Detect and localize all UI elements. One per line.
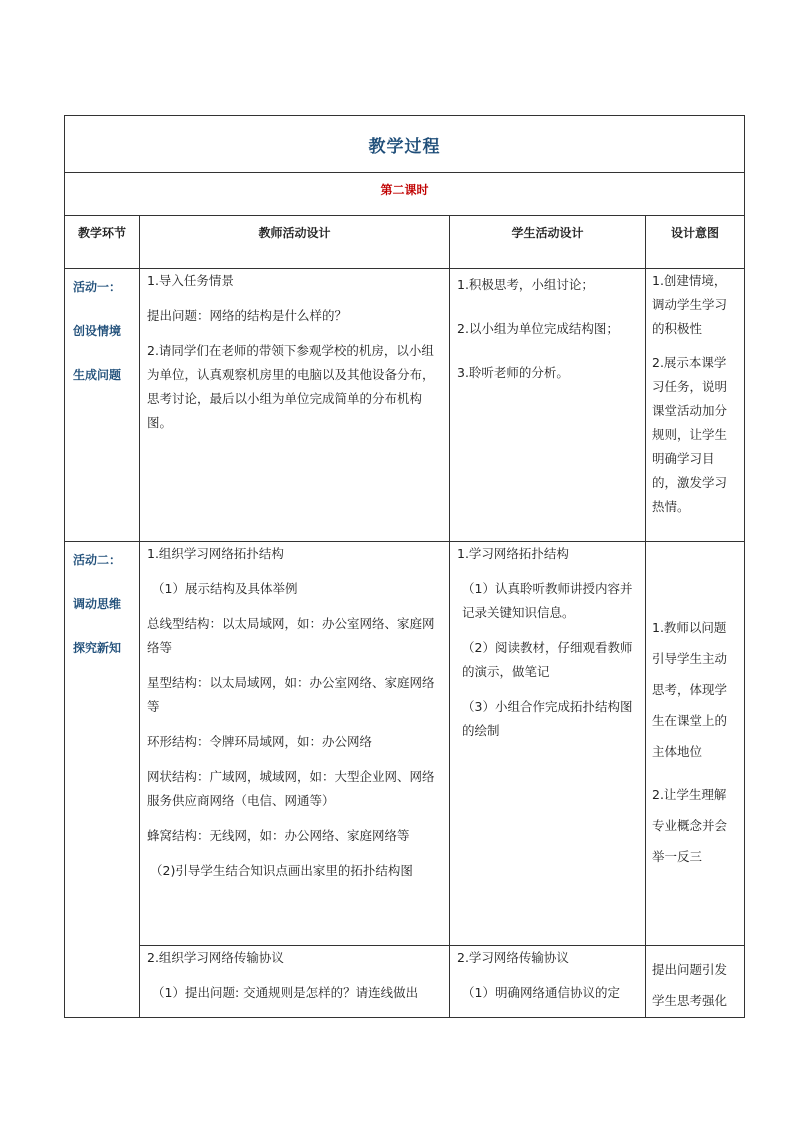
student-cell bbox=[450, 269, 646, 542]
header-teacher: 教师活动设计 bbox=[258, 226, 331, 240]
teacher-text: 总线型结构：以太局域网，如：办公室网络、家庭网络等 bbox=[147, 616, 435, 655]
intent-text: 2.展示本课学习任务，说明课堂活动加分规则，让学生明确学习目的，激发学习热情。 bbox=[652, 355, 728, 514]
stage-line: 创设情境 bbox=[73, 324, 122, 338]
student-text: 2.学习网络传输协议 bbox=[457, 950, 569, 965]
stage-cell bbox=[65, 542, 140, 1018]
header-intent: 设计意图 bbox=[670, 226, 719, 240]
teacher-text: 星型结构：以太局域网，如：办公室网络、家庭网络等 bbox=[147, 675, 435, 714]
student-cell bbox=[450, 946, 646, 1018]
table-row bbox=[65, 269, 745, 542]
teacher-text: 2.组织学习网络传输协议 bbox=[147, 950, 284, 965]
teacher-text: 提出问题：网络的结构是什么样的？ bbox=[147, 308, 348, 323]
teacher-text: （2)引导学生结合知识点画出家里的拓扑结构图 bbox=[150, 863, 413, 878]
stage-line: 探究新知 bbox=[73, 641, 122, 655]
lesson-label: 第二课时 bbox=[380, 183, 429, 197]
header-stage: 教学环节 bbox=[77, 226, 126, 240]
stage-line: 活动二： bbox=[73, 553, 122, 567]
stage-line: 活动一： bbox=[73, 280, 122, 294]
intent-cell bbox=[646, 269, 745, 542]
teacher-text: 环形结构：令牌环局域网，如：办公网络 bbox=[147, 734, 373, 749]
table-row bbox=[65, 946, 745, 1018]
intent-cell bbox=[646, 542, 745, 946]
teacher-text: （1）展示结构及具体举例 bbox=[152, 581, 298, 596]
teacher-text: 蜂窝结构：无线网，如：办公网络、家庭网络等 bbox=[147, 828, 410, 843]
student-cell bbox=[450, 542, 646, 946]
stage-line: 生成问题 bbox=[73, 368, 122, 382]
page-title: 教学过程 bbox=[368, 136, 441, 157]
student-text: （3）小组合作完成拓扑结构图的绘制 bbox=[462, 699, 633, 738]
lesson-cell bbox=[65, 173, 745, 216]
teacher-text: 网状结构：广域网，城域网，如：大型企业网、网络服务供应商网络（电信、网通等） bbox=[147, 769, 435, 808]
teacher-text: 2.请同学们在老师的带领下参观学校的机房，以小组为单位，认真观察机房里的电脑以及其他设备分布，思考讨论，最后以小组为单位完成简单的分布机构图。 bbox=[147, 343, 435, 430]
intent-text: 提出问题引发学生思考强化 bbox=[652, 962, 728, 1008]
teacher-cell bbox=[140, 269, 450, 542]
teacher-text: 1.导入任务情景 bbox=[147, 273, 234, 288]
teacher-cell bbox=[140, 542, 450, 946]
lesson-plan-table bbox=[64, 115, 745, 1018]
student-text: 1.积极思考，小组讨论； bbox=[457, 277, 594, 292]
intent-cell bbox=[646, 946, 745, 1018]
intent-text: 1.创建情境，调动学生学习的积极性 bbox=[652, 273, 728, 336]
student-text: 2.以小组为单位完成结构图； bbox=[457, 321, 619, 336]
teacher-text: 1.组织学习网络拓扑结构 bbox=[147, 546, 284, 561]
student-text: （1）明确网络通信协议的定 bbox=[462, 985, 620, 1000]
header-student: 学生活动设计 bbox=[511, 226, 584, 240]
header-row bbox=[65, 216, 745, 269]
student-text: （2）阅读教材，仔细观看教师的演示，做笔记 bbox=[462, 640, 633, 679]
student-text: 1.学习网络拓扑结构 bbox=[457, 546, 569, 561]
student-text: （1）认真聆听教师讲授内容并记录关键知识信息。 bbox=[462, 581, 633, 620]
student-text: 3.聆听老师的分析。 bbox=[457, 365, 569, 380]
stage-cell bbox=[65, 269, 140, 542]
teacher-text: （1）提出问题: 交通规则是怎样的？请连线做出 bbox=[152, 985, 419, 1000]
intent-text: 2.让学生理解专业概念并会举一反三 bbox=[652, 787, 728, 864]
teacher-cell bbox=[140, 946, 450, 1018]
title-cell bbox=[65, 116, 745, 173]
table-row bbox=[65, 542, 745, 946]
intent-text: 1.教师以问题引导学生主动思考，体现学生在课堂上的主体地位 bbox=[652, 620, 728, 759]
stage-line: 调动思维 bbox=[73, 597, 122, 611]
